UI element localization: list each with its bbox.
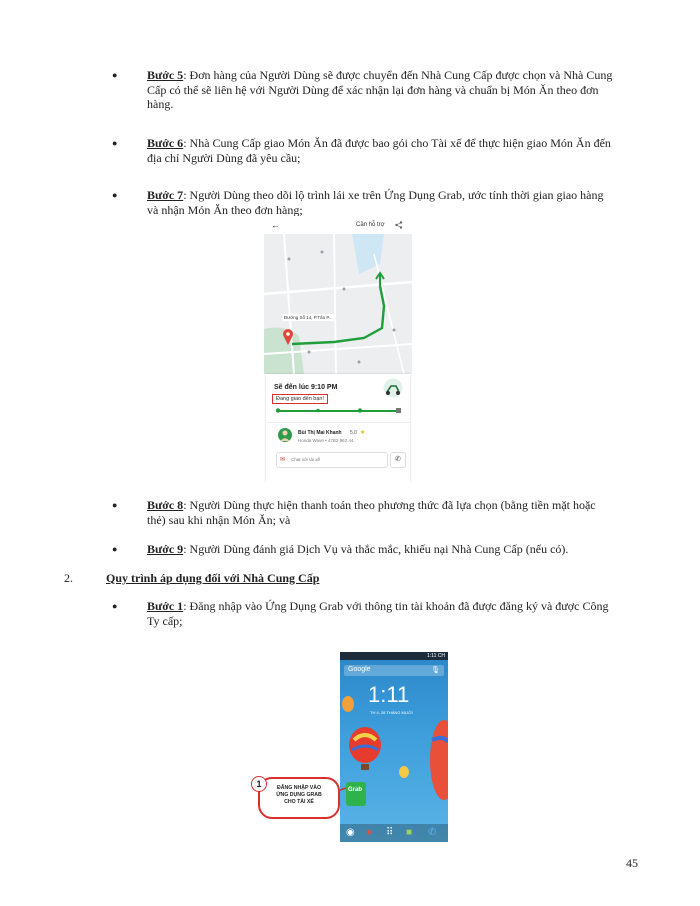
step-label: Bước 5 <box>147 68 184 82</box>
step-text: : Người Dùng theo dõi lộ trình lái xe trên Ứng Dụng Grab, ước tính thời gian giao hàng <box>183 188 604 202</box>
driver-avatar <box>278 428 292 442</box>
step-label: Bước 1 <box>147 599 184 613</box>
messages-icon[interactable]: ■ <box>406 827 413 838</box>
map-graphic <box>264 234 412 374</box>
step-label: Bước 6 <box>147 136 184 150</box>
tracking-screenshot <box>264 216 412 482</box>
address-label: Đường Số 14, P.Tân P... <box>284 315 333 320</box>
step-text: : Đơn hàng của Người Dùng sẽ được chuyển đến Nhà Cung Cấp được chọn và Nhà Cung <box>183 68 613 82</box>
bullet-dot: ● <box>112 500 118 510</box>
grab-app-label: Grab <box>348 787 363 793</box>
bullet-dot: ● <box>112 138 118 148</box>
step-9 <box>147 542 642 557</box>
share-icon[interactable] <box>395 221 403 229</box>
call-button[interactable]: ✆ <box>390 452 406 468</box>
callout-line: ỨNG DỤNG GRAB <box>276 792 322 798</box>
driver-scooter-icon <box>382 378 404 398</box>
mic-icon[interactable]: 🎙 <box>431 667 440 674</box>
login-callout <box>258 777 340 819</box>
google-label: Google <box>348 666 371 673</box>
driver-name: Bùi Thị Mai Khanh <box>298 430 342 436</box>
eta-text: Sẽ đến lúc 9:10 PM <box>274 384 338 391</box>
back-arrow-icon[interactable]: ← <box>271 220 280 230</box>
help-link[interactable]: Cần hỗ trợ <box>356 222 385 228</box>
step-label: Bước 8 <box>147 498 184 512</box>
tracking-topbar <box>264 216 412 234</box>
status-badge: Đang giao đến bạn! <box>272 394 328 404</box>
progress-markers <box>274 406 404 415</box>
chat-input[interactable] <box>276 452 388 468</box>
route-map[interactable] <box>264 234 412 374</box>
chrome-icon[interactable]: ● <box>366 827 373 838</box>
step-5 <box>147 68 642 112</box>
callout-number: 1 <box>251 776 267 792</box>
apps-grid-icon[interactable]: ⠿ <box>386 827 394 838</box>
step-text-line: hàng. <box>147 97 174 111</box>
callout-line: CHO TÀI XẾ <box>284 799 314 805</box>
google-search-bar[interactable] <box>344 665 444 676</box>
star-icon: ★ <box>360 430 366 436</box>
section-title: Quy trình áp dụng đối với Nhà Cung Cấp <box>106 571 320 585</box>
driver-rating: 5.0 <box>350 430 357 436</box>
camera-icon[interactable]: ◉ <box>346 827 355 838</box>
bullet-dot: ● <box>112 601 118 611</box>
step-8 <box>147 498 642 527</box>
dock <box>340 824 448 842</box>
step-text: : Người Dùng đánh giá Dịch Vụ và thắc mắc, khiếu nại Nhà Cung Cấp (nếu có). <box>183 542 569 556</box>
status-time: 1:11 CH <box>427 653 445 659</box>
chat-placeholder: Chat với tài xế <box>291 457 320 462</box>
step-text-line: và nhận Món Ăn theo đơn hàng; <box>147 202 303 217</box>
step-label: Bước 7 <box>147 188 184 202</box>
status-bar <box>340 652 448 660</box>
page-number: 45 <box>626 856 638 870</box>
step-text: : Người Dùng thực hiện thanh toán theo phương thức đã lựa chọn (bằng tiền mặt hoặc <box>183 498 596 512</box>
chat-icon: ✉ <box>280 457 286 463</box>
bullet-dot: ● <box>112 190 118 200</box>
clock-time: 1:11 <box>368 682 410 707</box>
step-6 <box>147 136 642 165</box>
step-label: Bước 9 <box>147 542 184 556</box>
clock-date: TH 4, 28 THÁNG MƯỜI <box>370 710 413 715</box>
step-text-line: Cấp có thể sẽ liên hệ với Người Dùng để xác nhận lại đơn hàng và chuẩn bị Món Ăn theo đơn <box>147 82 599 97</box>
step-text-line: địa chỉ Người Dùng đã yêu cầu; <box>147 150 301 165</box>
callout-line: ĐĂNG NHẬP VÀO <box>276 785 321 791</box>
step-1 <box>147 599 642 628</box>
divider <box>266 422 410 423</box>
bullet-dot: ● <box>112 544 118 554</box>
step-text-line: Ty cấp; <box>147 613 183 628</box>
step-text: : Đăng nhập vào Ứng Dụng Grab với thông tin tài khoản đã được đăng ký và được Công <box>183 599 609 613</box>
driver-vehicle: Honda Wave • 47B2 962.44 <box>298 438 354 443</box>
section-number: 2. <box>64 571 73 585</box>
step-text-line: thẻ) sau khi nhận Món Ăn; và <box>147 512 291 527</box>
phone-icon[interactable]: ✆ <box>428 827 437 838</box>
delivery-card <box>266 374 410 482</box>
bullet-dot: ● <box>112 70 118 80</box>
step-text: : Nhà Cung Cấp giao Món Ăn đã được bao gói cho Tài xế để thực hiện giao Món Ăn đến <box>183 136 611 150</box>
step-7 <box>147 188 642 217</box>
homescreen-screenshot <box>340 652 448 842</box>
